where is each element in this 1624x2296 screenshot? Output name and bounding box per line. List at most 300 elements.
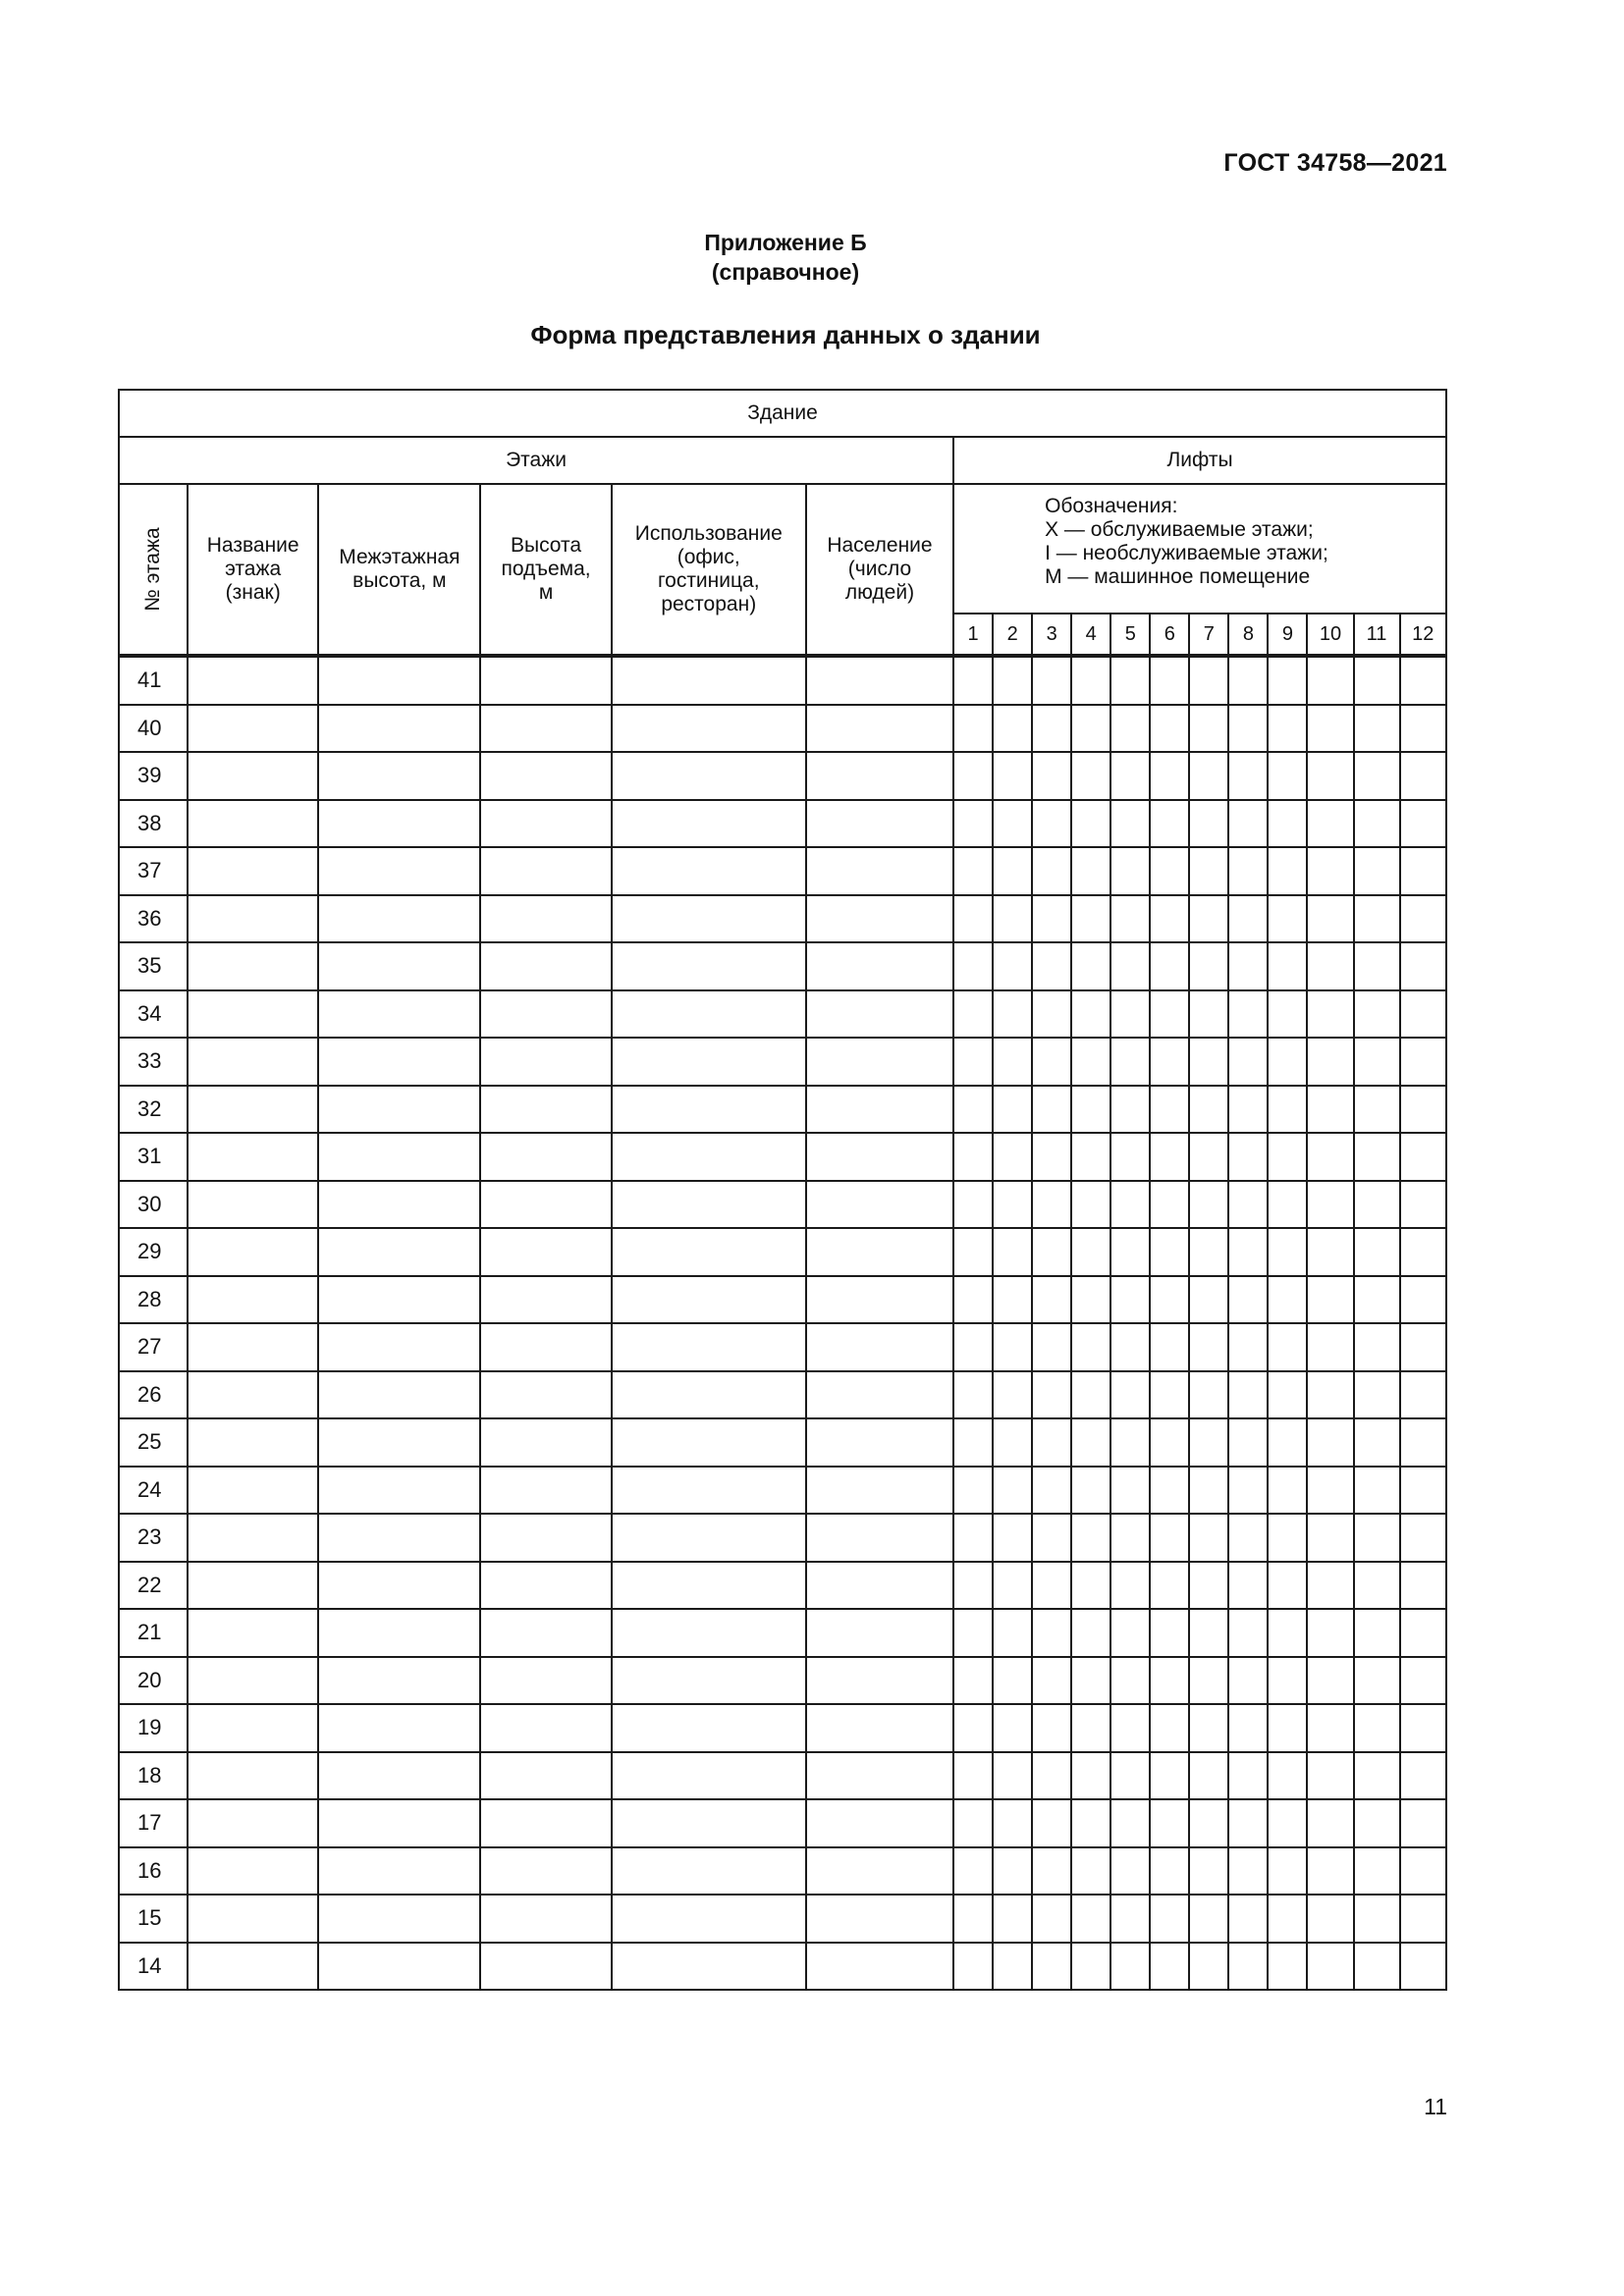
form-cell[interactable] (318, 1133, 480, 1181)
lift-cell[interactable] (1110, 1371, 1150, 1419)
lift-cell[interactable] (953, 1038, 993, 1086)
form-cell[interactable] (480, 1657, 611, 1705)
lift-cell[interactable] (1071, 1895, 1110, 1943)
lift-cell[interactable] (993, 1704, 1032, 1752)
lift-cell[interactable] (1071, 1562, 1110, 1610)
form-cell[interactable] (806, 1895, 953, 1943)
lift-cell[interactable] (1400, 1943, 1446, 1991)
form-cell[interactable] (480, 1467, 611, 1515)
lift-cell[interactable] (1189, 1371, 1228, 1419)
lift-cell[interactable] (1268, 1704, 1307, 1752)
lift-cell[interactable] (1110, 1895, 1150, 1943)
lift-cell[interactable] (953, 1562, 993, 1610)
lift-cell[interactable] (1228, 705, 1268, 753)
lift-cell[interactable] (1354, 1943, 1400, 1991)
lift-cell[interactable] (1354, 1418, 1400, 1467)
lift-cell[interactable] (953, 1799, 993, 1847)
form-cell[interactable] (612, 752, 806, 800)
lift-cell[interactable] (1071, 1752, 1110, 1800)
lift-cell[interactable] (953, 942, 993, 990)
lift-cell[interactable] (953, 1086, 993, 1134)
lift-cell[interactable] (1228, 1752, 1268, 1800)
lift-cell[interactable] (1400, 1323, 1446, 1371)
lift-cell[interactable] (1032, 895, 1071, 943)
lift-cell[interactable] (1307, 1657, 1353, 1705)
form-cell[interactable] (612, 1704, 806, 1752)
lift-cell[interactable] (993, 1038, 1032, 1086)
lift-cell[interactable] (1268, 1847, 1307, 1896)
lift-cell[interactable] (1071, 1181, 1110, 1229)
lift-cell[interactable] (1189, 1418, 1228, 1467)
lift-cell[interactable] (993, 942, 1032, 990)
lift-cell[interactable] (1189, 705, 1228, 753)
form-cell[interactable] (480, 1418, 611, 1467)
lift-cell[interactable] (953, 1467, 993, 1515)
lift-cell[interactable] (1400, 1799, 1446, 1847)
form-cell[interactable] (188, 1323, 318, 1371)
lift-cell[interactable] (1228, 800, 1268, 848)
lift-cell[interactable] (1110, 1514, 1150, 1562)
lift-cell[interactable] (1307, 1799, 1353, 1847)
lift-cell[interactable] (1032, 1704, 1071, 1752)
lift-cell[interactable] (1307, 800, 1353, 848)
form-cell[interactable] (806, 1323, 953, 1371)
form-cell[interactable] (480, 1609, 611, 1657)
lift-cell[interactable] (953, 1514, 993, 1562)
lift-cell[interactable] (993, 895, 1032, 943)
lift-cell[interactable] (993, 1181, 1032, 1229)
form-cell[interactable] (480, 1943, 611, 1991)
lift-cell[interactable] (1354, 847, 1400, 895)
lift-cell[interactable] (1354, 1657, 1400, 1705)
form-cell[interactable] (480, 656, 611, 705)
lift-cell[interactable] (1110, 1418, 1150, 1467)
lift-cell[interactable] (953, 1276, 993, 1324)
form-cell[interactable] (188, 1038, 318, 1086)
lift-cell[interactable] (1400, 1704, 1446, 1752)
form-cell[interactable] (318, 942, 480, 990)
form-cell[interactable] (612, 942, 806, 990)
form-cell[interactable] (318, 1514, 480, 1562)
lift-cell[interactable] (1032, 1562, 1071, 1610)
lift-cell[interactable] (1032, 1323, 1071, 1371)
lift-cell[interactable] (1228, 1943, 1268, 1991)
form-cell[interactable] (806, 847, 953, 895)
form-cell[interactable] (188, 1371, 318, 1419)
lift-cell[interactable] (993, 1847, 1032, 1896)
form-cell[interactable] (612, 1418, 806, 1467)
lift-cell[interactable] (1110, 752, 1150, 800)
lift-cell[interactable] (1268, 1371, 1307, 1419)
lift-cell[interactable] (1228, 1323, 1268, 1371)
form-cell[interactable] (480, 1562, 611, 1610)
lift-cell[interactable] (1400, 1562, 1446, 1610)
form-cell[interactable] (318, 1562, 480, 1610)
form-cell[interactable] (318, 1657, 480, 1705)
form-cell[interactable] (188, 942, 318, 990)
lift-cell[interactable] (1032, 800, 1071, 848)
lift-cell[interactable] (1354, 705, 1400, 753)
lift-cell[interactable] (1268, 1276, 1307, 1324)
lift-cell[interactable] (1354, 1609, 1400, 1657)
form-cell[interactable] (806, 1228, 953, 1276)
lift-cell[interactable] (1268, 752, 1307, 800)
lift-cell[interactable] (1354, 1038, 1400, 1086)
lift-cell[interactable] (1110, 1276, 1150, 1324)
form-cell[interactable] (480, 705, 611, 753)
lift-cell[interactable] (1307, 1562, 1353, 1610)
form-cell[interactable] (188, 1895, 318, 1943)
form-cell[interactable] (806, 1657, 953, 1705)
form-cell[interactable] (612, 990, 806, 1039)
form-cell[interactable] (612, 1514, 806, 1562)
lift-cell[interactable] (1268, 895, 1307, 943)
lift-cell[interactable] (1354, 1467, 1400, 1515)
lift-cell[interactable] (1032, 1133, 1071, 1181)
form-cell[interactable] (806, 1418, 953, 1467)
lift-cell[interactable] (1189, 1657, 1228, 1705)
lift-cell[interactable] (1189, 1323, 1228, 1371)
lift-cell[interactable] (1189, 1086, 1228, 1134)
form-cell[interactable] (318, 705, 480, 753)
lift-cell[interactable] (1071, 1323, 1110, 1371)
lift-cell[interactable] (993, 1467, 1032, 1515)
lift-cell[interactable] (1307, 1609, 1353, 1657)
form-cell[interactable] (318, 1847, 480, 1896)
form-cell[interactable] (806, 800, 953, 848)
form-cell[interactable] (318, 1943, 480, 1991)
lift-cell[interactable] (993, 1657, 1032, 1705)
lift-cell[interactable] (993, 656, 1032, 705)
lift-cell[interactable] (993, 990, 1032, 1039)
lift-cell[interactable] (953, 656, 993, 705)
lift-cell[interactable] (1307, 1228, 1353, 1276)
form-cell[interactable] (318, 1467, 480, 1515)
form-cell[interactable] (806, 656, 953, 705)
lift-cell[interactable] (1228, 895, 1268, 943)
lift-cell[interactable] (1032, 1228, 1071, 1276)
form-cell[interactable] (806, 1562, 953, 1610)
lift-cell[interactable] (1228, 1467, 1268, 1515)
form-cell[interactable] (318, 1752, 480, 1800)
lift-cell[interactable] (993, 1133, 1032, 1181)
lift-cell[interactable] (1110, 895, 1150, 943)
form-cell[interactable] (318, 1418, 480, 1467)
lift-cell[interactable] (1071, 990, 1110, 1039)
lift-cell[interactable] (953, 1371, 993, 1419)
lift-cell[interactable] (953, 1895, 993, 1943)
form-cell[interactable] (612, 847, 806, 895)
form-cell[interactable] (806, 1038, 953, 1086)
lift-cell[interactable] (1150, 1895, 1189, 1943)
form-cell[interactable] (188, 1799, 318, 1847)
form-cell[interactable] (188, 1276, 318, 1324)
form-cell[interactable] (188, 1514, 318, 1562)
lift-cell[interactable] (1189, 1514, 1228, 1562)
lift-cell[interactable] (1400, 847, 1446, 895)
lift-cell[interactable] (1189, 1228, 1228, 1276)
lift-cell[interactable] (1071, 942, 1110, 990)
lift-cell[interactable] (1032, 705, 1071, 753)
form-cell[interactable] (612, 1133, 806, 1181)
lift-cell[interactable] (1400, 705, 1446, 753)
lift-cell[interactable] (1268, 1133, 1307, 1181)
lift-cell[interactable] (1354, 1323, 1400, 1371)
form-cell[interactable] (188, 1467, 318, 1515)
lift-cell[interactable] (1110, 1323, 1150, 1371)
form-cell[interactable] (480, 1752, 611, 1800)
lift-cell[interactable] (953, 1657, 993, 1705)
lift-cell[interactable] (1307, 847, 1353, 895)
form-cell[interactable] (612, 1086, 806, 1134)
lift-cell[interactable] (1150, 752, 1189, 800)
lift-cell[interactable] (1354, 1371, 1400, 1419)
lift-cell[interactable] (1071, 1467, 1110, 1515)
lift-cell[interactable] (1228, 990, 1268, 1039)
lift-cell[interactable] (993, 1086, 1032, 1134)
lift-cell[interactable] (1150, 847, 1189, 895)
form-cell[interactable] (318, 800, 480, 848)
lift-cell[interactable] (993, 1323, 1032, 1371)
lift-cell[interactable] (1110, 990, 1150, 1039)
lift-cell[interactable] (1354, 752, 1400, 800)
lift-cell[interactable] (1354, 1181, 1400, 1229)
lift-cell[interactable] (1150, 1943, 1189, 1991)
form-cell[interactable] (480, 990, 611, 1039)
form-cell[interactable] (806, 1086, 953, 1134)
lift-cell[interactable] (1307, 1467, 1353, 1515)
lift-cell[interactable] (993, 752, 1032, 800)
lift-cell[interactable] (1400, 800, 1446, 848)
lift-cell[interactable] (953, 800, 993, 848)
lift-cell[interactable] (1150, 800, 1189, 848)
lift-cell[interactable] (1400, 752, 1446, 800)
lift-cell[interactable] (1189, 752, 1228, 800)
form-cell[interactable] (612, 1038, 806, 1086)
lift-cell[interactable] (1354, 800, 1400, 848)
lift-cell[interactable] (1032, 656, 1071, 705)
lift-cell[interactable] (1150, 990, 1189, 1039)
lift-cell[interactable] (1150, 1086, 1189, 1134)
lift-cell[interactable] (1110, 1086, 1150, 1134)
form-cell[interactable] (612, 1657, 806, 1705)
lift-cell[interactable] (1268, 1467, 1307, 1515)
form-cell[interactable] (612, 1799, 806, 1847)
lift-cell[interactable] (1032, 990, 1071, 1039)
lift-cell[interactable] (953, 1133, 993, 1181)
lift-cell[interactable] (1150, 1657, 1189, 1705)
form-cell[interactable] (188, 705, 318, 753)
lift-cell[interactable] (1071, 1276, 1110, 1324)
form-cell[interactable] (318, 847, 480, 895)
form-cell[interactable] (806, 1467, 953, 1515)
form-cell[interactable] (188, 752, 318, 800)
form-cell[interactable] (318, 1323, 480, 1371)
lift-cell[interactable] (1354, 1895, 1400, 1943)
lift-cell[interactable] (1354, 1562, 1400, 1610)
lift-cell[interactable] (1071, 1371, 1110, 1419)
lift-cell[interactable] (1228, 1276, 1268, 1324)
lift-cell[interactable] (1400, 1657, 1446, 1705)
lift-cell[interactable] (1307, 656, 1353, 705)
lift-cell[interactable] (1268, 1228, 1307, 1276)
lift-cell[interactable] (1032, 1943, 1071, 1991)
form-cell[interactable] (318, 1086, 480, 1134)
lift-cell[interactable] (1189, 1704, 1228, 1752)
lift-cell[interactable] (1354, 990, 1400, 1039)
form-cell[interactable] (188, 1418, 318, 1467)
lift-cell[interactable] (1268, 1086, 1307, 1134)
lift-cell[interactable] (1110, 1704, 1150, 1752)
lift-cell[interactable] (1032, 1086, 1071, 1134)
form-cell[interactable] (480, 1371, 611, 1419)
lift-cell[interactable] (1307, 1276, 1353, 1324)
lift-cell[interactable] (1307, 1323, 1353, 1371)
lift-cell[interactable] (1307, 705, 1353, 753)
form-cell[interactable] (806, 1371, 953, 1419)
form-cell[interactable] (188, 1943, 318, 1991)
lift-cell[interactable] (953, 1943, 993, 1991)
lift-cell[interactable] (1110, 800, 1150, 848)
lift-cell[interactable] (1110, 1752, 1150, 1800)
lift-cell[interactable] (953, 990, 993, 1039)
lift-cell[interactable] (953, 895, 993, 943)
lift-cell[interactable] (1400, 1418, 1446, 1467)
lift-cell[interactable] (1110, 1181, 1150, 1229)
lift-cell[interactable] (1150, 1847, 1189, 1896)
form-cell[interactable] (188, 1181, 318, 1229)
lift-cell[interactable] (993, 1418, 1032, 1467)
lift-cell[interactable] (1307, 1038, 1353, 1086)
lift-cell[interactable] (1307, 1514, 1353, 1562)
form-cell[interactable] (612, 1181, 806, 1229)
lift-cell[interactable] (1268, 1657, 1307, 1705)
lift-cell[interactable] (993, 1562, 1032, 1610)
form-cell[interactable] (480, 1276, 611, 1324)
form-cell[interactable] (480, 1847, 611, 1896)
form-cell[interactable] (480, 847, 611, 895)
lift-cell[interactable] (1400, 942, 1446, 990)
form-cell[interactable] (188, 1086, 318, 1134)
lift-cell[interactable] (1307, 752, 1353, 800)
lift-cell[interactable] (993, 800, 1032, 848)
lift-cell[interactable] (1268, 1514, 1307, 1562)
lift-cell[interactable] (993, 1799, 1032, 1847)
lift-cell[interactable] (1354, 1514, 1400, 1562)
lift-cell[interactable] (1150, 1133, 1189, 1181)
lift-cell[interactable] (1071, 1228, 1110, 1276)
form-cell[interactable] (188, 1133, 318, 1181)
lift-cell[interactable] (1150, 1609, 1189, 1657)
lift-cell[interactable] (1110, 942, 1150, 990)
lift-cell[interactable] (1150, 1799, 1189, 1847)
lift-cell[interactable] (1032, 752, 1071, 800)
lift-cell[interactable] (1150, 1038, 1189, 1086)
lift-cell[interactable] (1071, 895, 1110, 943)
form-cell[interactable] (318, 1895, 480, 1943)
lift-cell[interactable] (993, 847, 1032, 895)
lift-cell[interactable] (1071, 1133, 1110, 1181)
lift-cell[interactable] (1110, 1657, 1150, 1705)
lift-cell[interactable] (1189, 1133, 1228, 1181)
lift-cell[interactable] (1400, 895, 1446, 943)
form-cell[interactable] (806, 990, 953, 1039)
lift-cell[interactable] (1189, 1752, 1228, 1800)
lift-cell[interactable] (1150, 1228, 1189, 1276)
form-cell[interactable] (480, 1038, 611, 1086)
lift-cell[interactable] (1110, 1609, 1150, 1657)
lift-cell[interactable] (1400, 1228, 1446, 1276)
lift-cell[interactable] (1268, 1752, 1307, 1800)
lift-cell[interactable] (1400, 656, 1446, 705)
lift-cell[interactable] (1400, 1181, 1446, 1229)
form-cell[interactable] (612, 1228, 806, 1276)
lift-cell[interactable] (1071, 705, 1110, 753)
lift-cell[interactable] (993, 1609, 1032, 1657)
lift-cell[interactable] (1150, 1418, 1189, 1467)
lift-cell[interactable] (953, 1609, 993, 1657)
lift-cell[interactable] (1400, 990, 1446, 1039)
form-cell[interactable] (612, 1943, 806, 1991)
form-cell[interactable] (480, 1799, 611, 1847)
lift-cell[interactable] (1110, 1562, 1150, 1610)
form-cell[interactable] (806, 1847, 953, 1896)
lift-cell[interactable] (1071, 1704, 1110, 1752)
form-cell[interactable] (806, 1609, 953, 1657)
form-cell[interactable] (480, 752, 611, 800)
form-cell[interactable] (806, 1704, 953, 1752)
lift-cell[interactable] (1071, 1038, 1110, 1086)
form-cell[interactable] (318, 1609, 480, 1657)
lift-cell[interactable] (993, 1752, 1032, 1800)
lift-cell[interactable] (1110, 1943, 1150, 1991)
form-cell[interactable] (188, 1657, 318, 1705)
lift-cell[interactable] (1228, 1562, 1268, 1610)
lift-cell[interactable] (1110, 1228, 1150, 1276)
lift-cell[interactable] (1228, 1181, 1268, 1229)
lift-cell[interactable] (1110, 656, 1150, 705)
lift-cell[interactable] (1228, 1704, 1268, 1752)
lift-cell[interactable] (1032, 942, 1071, 990)
lift-cell[interactable] (1400, 1895, 1446, 1943)
lift-cell[interactable] (1189, 1562, 1228, 1610)
lift-cell[interactable] (1268, 1609, 1307, 1657)
form-cell[interactable] (806, 1276, 953, 1324)
lift-cell[interactable] (993, 705, 1032, 753)
lift-cell[interactable] (1032, 1181, 1071, 1229)
lift-cell[interactable] (1150, 1181, 1189, 1229)
lift-cell[interactable] (1189, 800, 1228, 848)
lift-cell[interactable] (1307, 1895, 1353, 1943)
lift-cell[interactable] (1150, 1371, 1189, 1419)
lift-cell[interactable] (1307, 1943, 1353, 1991)
lift-cell[interactable] (1032, 1418, 1071, 1467)
lift-cell[interactable] (1071, 656, 1110, 705)
form-cell[interactable] (806, 1514, 953, 1562)
lift-cell[interactable] (1189, 1609, 1228, 1657)
lift-cell[interactable] (1268, 1943, 1307, 1991)
lift-cell[interactable] (1032, 1371, 1071, 1419)
form-cell[interactable] (612, 705, 806, 753)
lift-cell[interactable] (1307, 942, 1353, 990)
form-cell[interactable] (612, 1752, 806, 1800)
lift-cell[interactable] (1354, 942, 1400, 990)
lift-cell[interactable] (1189, 847, 1228, 895)
lift-cell[interactable] (1307, 1133, 1353, 1181)
lift-cell[interactable] (1354, 1799, 1400, 1847)
lift-cell[interactable] (1268, 847, 1307, 895)
form-cell[interactable] (318, 752, 480, 800)
